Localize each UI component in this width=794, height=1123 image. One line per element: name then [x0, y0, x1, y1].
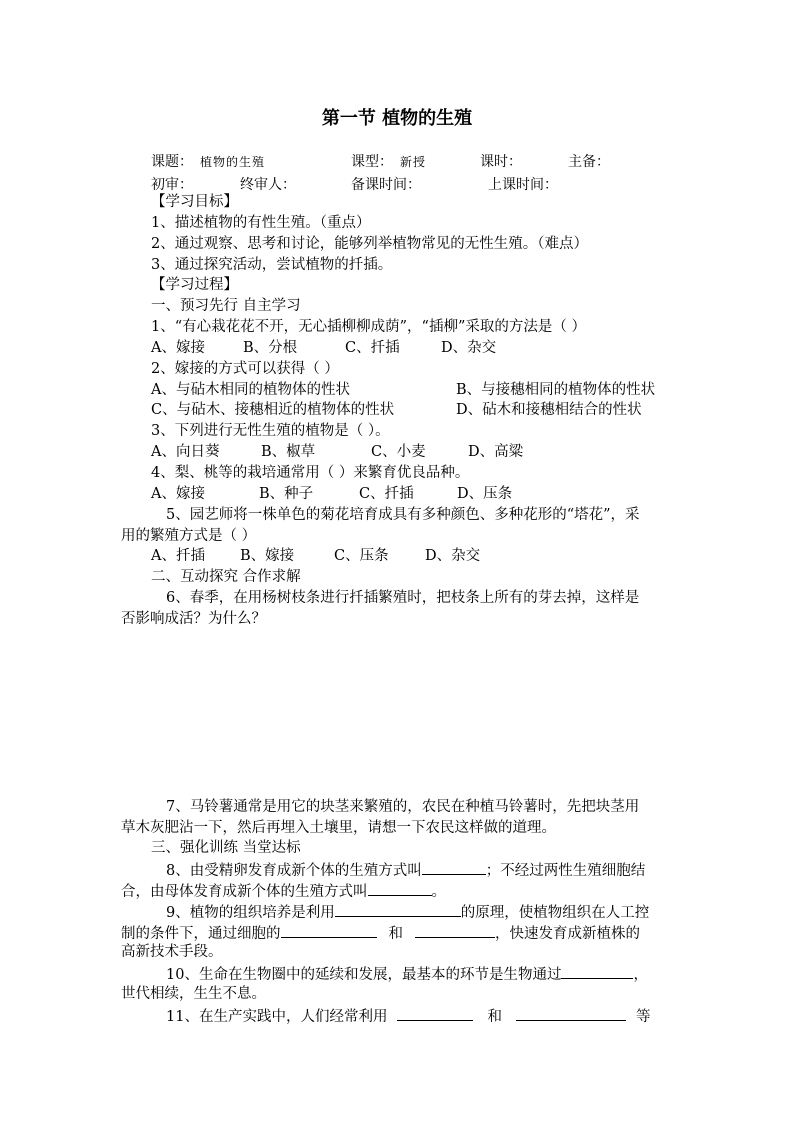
q11-blank-2[interactable]: [516, 1005, 626, 1021]
goals-header: 【学习目标】: [151, 194, 238, 210]
hours-label: 课时：: [480, 154, 522, 170]
goal-1: 1、描述植物的有性生殖。（重点）: [151, 215, 371, 231]
q3-option-a: A、向日葵: [151, 444, 220, 460]
question-6-line-2: 否影响成活？为什么？: [121, 611, 266, 627]
q8-text-b: ；不经过两性生殖细胞结: [485, 863, 646, 879]
question-3: 3、下列进行无性生殖的植物是（ ）。: [151, 423, 390, 439]
q9-text-e: ，快速发育成新植株的: [495, 926, 640, 942]
type-label: 课型：: [351, 154, 393, 170]
q5-option-c: C、压条: [334, 548, 389, 564]
section-3-heading: 三、强化训练 当堂达标: [151, 840, 301, 856]
goal-3: 3、通过探究活动，尝试植物的扦插。: [151, 257, 393, 273]
section-2-heading: 二、互动探究 合作求解: [151, 569, 301, 585]
prep-time-label: 备课时间：: [351, 177, 421, 193]
question-7-line-2: 草木灰肥沾一下，然后再埋入土壤里，请想一下农民这样做的道理。: [121, 820, 556, 836]
first-review-label: 初审：: [151, 177, 193, 193]
q3-option-b: B、椒草: [261, 444, 316, 460]
q4-option-a: A、嫁接: [151, 486, 205, 502]
question-6-line-1: 6、春季，在用杨树枝条进行扦插繁殖时，把枝条上所有的芽去掉，这样是: [166, 590, 640, 606]
q5-option-a: A、扦插: [151, 548, 205, 564]
q3-option-c: C、小麦: [371, 444, 426, 460]
q8-text-c: 合，由母体发育成新个体的生殖方式叫: [121, 884, 368, 900]
question-9-line-1: [166, 901, 649, 923]
q8-text-d: 。: [431, 884, 446, 900]
q10-text-a: 10、生命在生物圈中的延续和发展，最基本的环节是生物通过: [166, 967, 562, 983]
question-1: 1、“有心栽花花不开，无心插柳柳成荫”，“插柳”采取的方法是（ ）: [151, 319, 586, 335]
section-1-heading: 一、预习先行 自主学习: [151, 298, 301, 314]
q2-option-c: C、与砧木、接穗相近的植物体的性状: [151, 402, 395, 418]
type-value: 新授: [400, 155, 427, 169]
q5-option-d: D、杂交: [425, 548, 481, 564]
q2-option-d: D、砧木和接穗相结合的性状: [456, 402, 642, 418]
question-8-line-2: [121, 880, 446, 902]
q9-text-a: 9、植物的组织培养是利用: [166, 905, 335, 921]
q9-blank-1[interactable]: [335, 901, 461, 917]
question-5-line-1: 5、园艺师将一株单色的菊花培育成具有多种颜色、多种花形的“塔花”，采: [166, 507, 640, 523]
q11-text-a: 11、在生产实践中，人们经常利用: [166, 1009, 388, 1025]
q9-text-d: 和: [388, 926, 403, 942]
topic-label: 课题：: [151, 154, 193, 170]
question-9-line-2: [121, 922, 640, 944]
question-10-line-2: 世代相续，生生不息。: [121, 986, 266, 1002]
final-review-label: 终审人：: [240, 177, 296, 193]
page-title: 第一节 植物的生殖: [321, 108, 473, 129]
q3-option-d: D、高粱: [468, 444, 524, 460]
q8-blank-1[interactable]: [422, 859, 486, 875]
question-4: 4、梨、桃等的栽培通常用（ ）来繁育优良品种。: [151, 465, 470, 481]
topic-value: 植物的生殖: [200, 155, 266, 169]
question-8-line-1: [166, 859, 645, 881]
process-header: 【学习过程】: [151, 277, 238, 293]
q2-option-a: A、与砧木相同的植物体的性状: [151, 382, 350, 398]
goal-2: 2、通过观察、思考和讨论，能够列举植物常见的无性生殖。（难点）: [151, 236, 588, 252]
q9-blank-2[interactable]: [281, 922, 377, 938]
q11-blank-1[interactable]: [397, 1005, 473, 1021]
q4-option-c: C、扦插: [359, 486, 414, 502]
q4-option-d: D、压条: [457, 486, 513, 502]
q10-text-b: ，: [633, 967, 648, 983]
q1-option-d: D、杂交: [441, 340, 497, 356]
question-10-line-1: [166, 963, 648, 985]
question-7-line-1: 7、马铃薯通常是用它的块茎来繁殖的，农民在种植马铃薯时，先把块茎用: [166, 799, 640, 815]
q5-option-b: B、嫁接: [240, 548, 295, 564]
q9-text-c: 制的条件下，通过细胞的: [121, 926, 281, 942]
q2-option-b: B、与接穗相同的植物体的性状: [456, 382, 656, 398]
q9-blank-3[interactable]: [415, 922, 495, 938]
question-11-line-1: [166, 1005, 650, 1027]
lead-label: 主备：: [568, 154, 610, 170]
q8-text-a: 8、由受精卵发育成新个体的生殖方式叫: [166, 863, 422, 879]
q8-blank-2[interactable]: [368, 880, 432, 896]
question-5-line-2: 用的繁殖方式是（ ）: [121, 528, 257, 544]
class-time-label: 上课时间：: [488, 177, 558, 193]
question-2: 2、嫁接的方式可以获得（ ）: [151, 361, 339, 377]
q9-text-b: 的原理，使植物组织在人工控: [460, 905, 650, 921]
q11-text-b: 和: [487, 1009, 502, 1025]
question-9-line-3: 高新技术手段。: [121, 944, 223, 960]
q1-option-a: A、嫁接: [151, 340, 205, 356]
q11-text-c: 等: [635, 1009, 651, 1025]
q4-option-b: B、种子: [259, 486, 314, 502]
q1-option-b: B、分根: [243, 340, 298, 356]
q10-blank-1[interactable]: [561, 963, 633, 979]
q1-option-c: C、扦插: [345, 340, 400, 356]
